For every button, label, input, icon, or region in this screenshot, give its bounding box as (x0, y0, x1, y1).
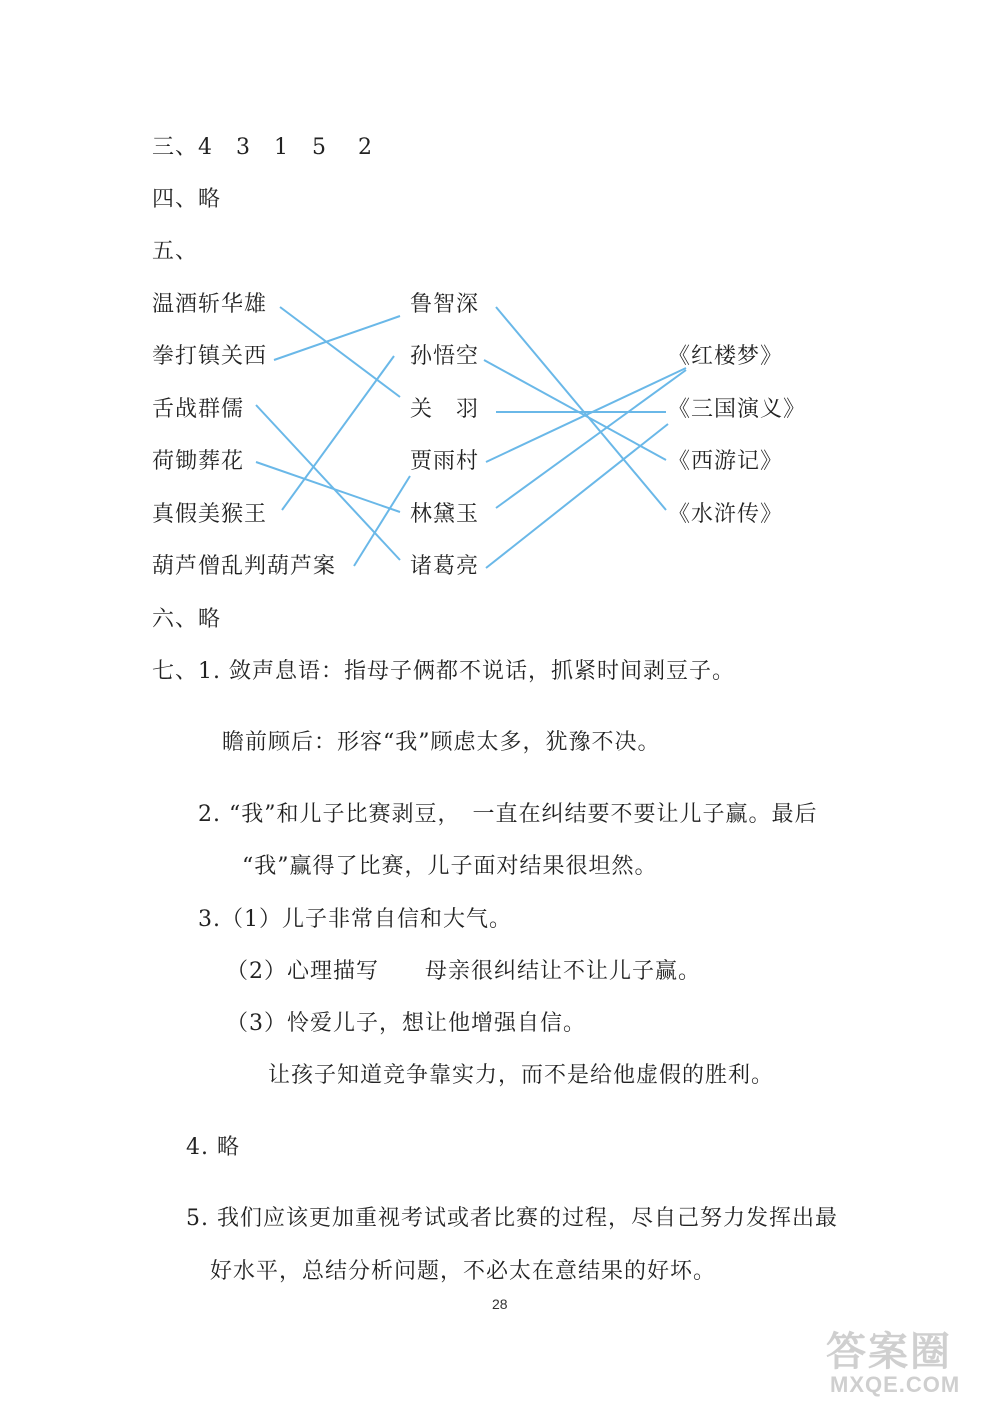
q4: 4. 略 (186, 1135, 240, 1160)
left-item: 葫芦僧乱判葫芦案 (152, 554, 337, 579)
right-item: 《三国演义》 (668, 397, 807, 422)
q1-line1: 七、1. 敛声息语：指母子俩都不说话，抓紧时间剥豆子。 (152, 659, 735, 684)
left-item: 拳打镇关西 (152, 344, 268, 369)
q5-line2: 好水平，总结分析问题，不必太在意结果的好坏。 (210, 1259, 717, 1284)
q2-line2: “我”赢得了比赛，儿子面对结果很坦然。 (242, 854, 658, 879)
left-item: 真假美猴王 (152, 502, 268, 527)
right-item: 《西游记》 (668, 449, 784, 474)
q3-2: （2）心理描写 母亲很纠结让不让儿子赢。 (226, 959, 701, 984)
match-line (256, 405, 400, 560)
section-6-answer: 六、略 (152, 607, 222, 632)
right-item: 《水浒传》 (668, 502, 784, 527)
section-3-answer: 三、4 3 1 5 2 (152, 135, 373, 160)
middle-item: 贾雨村 (410, 449, 480, 474)
middle-item: 关 羽 (410, 397, 480, 422)
section-4-answer: 四、略 (152, 187, 222, 212)
match-line (256, 462, 400, 512)
q3-4: 让孩子知道竞争靠实力，而不是给他虚假的胜利。 (268, 1063, 775, 1088)
q3-3: （3）怜爱儿子，想让他增强自信。 (226, 1011, 586, 1036)
match-line (282, 356, 394, 510)
left-item: 荷锄葬花 (152, 449, 245, 474)
middle-item: 鲁智深 (410, 292, 480, 317)
right-item: 《红楼梦》 (668, 344, 784, 369)
match-line (354, 476, 410, 566)
match-line (496, 370, 686, 508)
match-line (274, 316, 400, 360)
q3-1: 3.（1）儿子非常自信和大气。 (198, 907, 512, 932)
q1-line2: 瞻前顾后：形容“我”顾虑太多，犹豫不决。 (222, 730, 661, 755)
watermark-url: MXQE.COM (830, 1372, 961, 1397)
q5-line1: 5. 我们应该更加重视考试或者比赛的过程，尽自己努力发挥出最 (186, 1206, 838, 1231)
middle-item: 林黛玉 (410, 502, 480, 527)
page-number: 28 (492, 1296, 508, 1312)
match-line (484, 360, 666, 460)
q2-line1: 2. “我”和儿子比赛剥豆， 一直在纠结要不要让儿子赢。最后 (198, 802, 818, 827)
left-item: 温酒斩华雄 (152, 292, 268, 317)
section-5-label: 五、 (152, 239, 199, 264)
left-item: 舌战群儒 (152, 397, 245, 422)
match-line (496, 307, 666, 510)
middle-item: 诸葛亮 (410, 554, 480, 579)
watermark-logo: 答案圈 (826, 1330, 952, 1374)
match-line (486, 368, 686, 462)
middle-item: 孙悟空 (410, 344, 480, 369)
